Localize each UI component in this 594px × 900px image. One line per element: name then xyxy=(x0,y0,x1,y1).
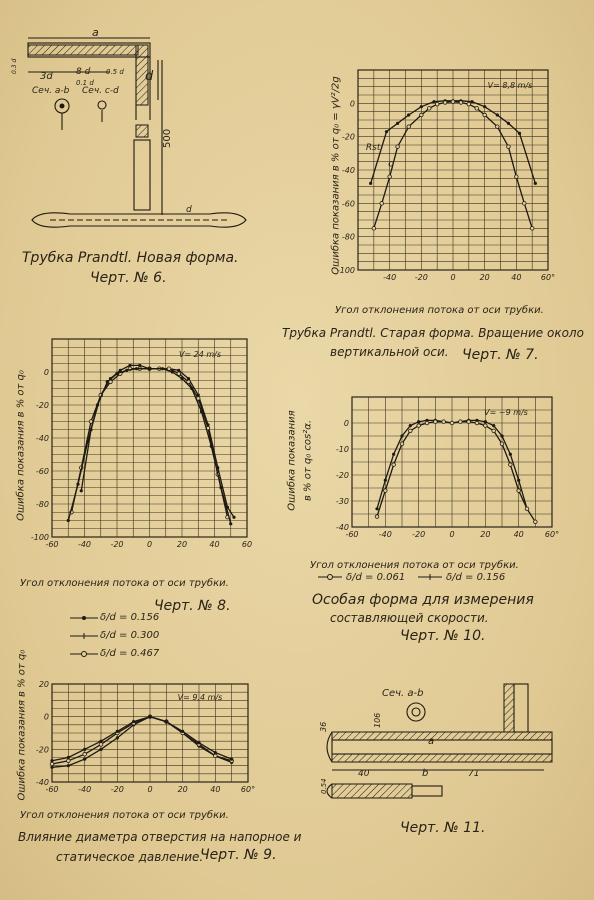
fig9-ytick-label: 0 xyxy=(43,712,49,722)
fig9-series-1-point xyxy=(83,752,87,756)
fig9-series-0-point xyxy=(99,748,102,751)
fig8-series-2-point xyxy=(115,372,118,375)
fig7-xtick-label: 20 xyxy=(479,273,490,282)
fig7-series-1-point xyxy=(372,227,376,231)
fig10-legend-2: δ/d = 0.156 xyxy=(446,572,506,583)
fig10-legend-1: δ/d = 0.061 xyxy=(346,572,406,583)
fig10-series-1-point xyxy=(475,421,479,425)
fig8-series-2-point xyxy=(106,380,109,383)
fig9-xtick-label: 60° xyxy=(240,785,256,794)
fig9-series-0-line xyxy=(52,717,232,768)
fig10-series-0-point xyxy=(400,434,403,437)
fig10-series-1-point xyxy=(509,463,513,467)
fig7-ytick-label: -60 xyxy=(341,199,355,209)
fig10-series-1-point xyxy=(492,429,496,433)
fig8-ytick-label: -80 xyxy=(35,500,49,509)
fig10-series-1-point xyxy=(425,421,429,425)
fig9-xlabel: Угол отклонения потока от оси трубки. xyxy=(20,810,229,821)
fig8-series-2-point xyxy=(210,445,213,448)
fig7-series-1-point xyxy=(483,113,487,117)
fig10-series-0-point xyxy=(509,453,512,456)
fig8-series-2-point xyxy=(67,519,70,522)
fig7-ytick-label: -40 xyxy=(341,166,355,175)
fig10-xtick-label: 0 xyxy=(449,530,455,539)
fig10-series-1-point xyxy=(392,463,396,467)
fig10-series-1-point xyxy=(450,421,454,425)
fig7-series-1-point xyxy=(420,113,424,117)
fig9-caption-number: Черт. № 9. xyxy=(200,847,277,863)
fig8-xtick-label: 40 xyxy=(209,540,220,549)
fig7-series-0-point xyxy=(420,105,423,108)
fig9-series-2-point xyxy=(181,730,184,733)
fig9-series-2-point xyxy=(132,720,135,723)
fig10-ytick-label: -30 xyxy=(335,497,349,506)
fig7-xtick-label: 40 xyxy=(511,273,522,282)
fig8-series-2-point xyxy=(125,369,128,372)
fig8-series-2-point xyxy=(161,367,164,370)
fig8-xtick-label: -20 xyxy=(110,540,124,549)
fig10-xlabel: Угол отклонения потока от оси трубки. xyxy=(310,560,519,571)
fig9-xtick-label: 20 xyxy=(177,785,188,794)
fig11-dim-40: 40 xyxy=(358,769,370,779)
fig8-xtick-label: 60 xyxy=(241,540,253,549)
fig10-series-1-point xyxy=(517,489,521,493)
fig10-series-0-point xyxy=(384,479,387,482)
fig10-series-1-point xyxy=(467,420,471,424)
fig9-ytick-label: -40 xyxy=(35,778,49,787)
fig7-xtick-label: -40 xyxy=(383,273,397,282)
fig6-dim-a: a xyxy=(92,26,99,39)
fig8-ytick-label: -40 xyxy=(35,434,49,443)
fig10-ylabel2: в % от q₀ cos²α. xyxy=(302,420,314,502)
fig10-ylabel1: Ошибка показания xyxy=(286,410,298,511)
fig7-xlabel: Угол отклонения потока от оси трубки. xyxy=(335,305,544,316)
fig6-dim-3d: 3d xyxy=(40,71,53,82)
fig11-b: b xyxy=(422,768,429,779)
fig10-ytick-label: 0 xyxy=(343,419,349,428)
fig9-series-2-point xyxy=(165,720,168,723)
fig9-series-0-point xyxy=(116,736,119,739)
fig7-series-0-point xyxy=(396,122,399,125)
fig10-series-0-point xyxy=(484,420,487,423)
fig10-caption-line1: Особая форма для измерения xyxy=(312,592,534,608)
fig8-velocity-label: V= 24 m/s xyxy=(178,350,222,359)
fig6-dim-03d: 0.3 d xyxy=(11,58,18,74)
fig11-caption-number: Черт. № 11. xyxy=(400,820,486,836)
fig8-xtick-label: 0 xyxy=(146,540,153,549)
fig8-series-2-point xyxy=(96,403,99,406)
fig9-series-0-point xyxy=(83,758,86,761)
fig6-dim-8d: 8 d xyxy=(76,67,91,77)
fig9-caption-line1: Влияние диаметра отверстия на напорное и xyxy=(18,830,302,844)
fig9-xtick-label: -40 xyxy=(78,785,92,794)
fig11-dim-106: 106 xyxy=(373,712,382,728)
fig8-xtick-label: -40 xyxy=(77,540,92,549)
fig8-xtick-label: -60 xyxy=(45,540,59,549)
fig8-legend-1: δ/d = 0.156 xyxy=(100,612,160,623)
fig8-xtick-label: 20 xyxy=(176,540,188,549)
fig7-caption-line1: Трубка Prandtl. Старая форма. Вращение около xyxy=(282,326,584,340)
fig8-series-2-point xyxy=(219,486,222,489)
fig7-xtick-label: -20 xyxy=(414,273,428,282)
fig7-series-0-point xyxy=(518,132,521,135)
fig9-series-2-point xyxy=(67,756,70,759)
fig7-series-0-point xyxy=(369,182,372,185)
fig8-ytick-label: -60 xyxy=(35,467,49,476)
fig8-caption-number: Черт. № 8. xyxy=(154,598,231,614)
fig9-series-2-point xyxy=(99,740,102,743)
fig6-drawing xyxy=(10,26,270,245)
fig7-chart xyxy=(338,62,558,294)
fig10-series-1-point xyxy=(384,489,388,493)
fig9-series-2-point xyxy=(197,741,200,744)
fig7-xtick-label: 60° xyxy=(540,273,556,282)
fig11-drawing xyxy=(318,682,558,817)
fig7-velocity-label: V= 8,8 m/s xyxy=(487,81,533,90)
fig7-caption-line2: вертикальной оси. xyxy=(330,345,449,359)
fig7-ylabel: Ошибка показания в % от q₀ = γV²/2g xyxy=(330,76,342,275)
fig6-sec-cd: Сеч. c-d xyxy=(82,86,119,96)
fig10-series-0-point xyxy=(517,479,520,482)
fig9-chart xyxy=(30,680,256,800)
fig8-legend-markers xyxy=(70,610,100,662)
fig11-dim-36: 36 xyxy=(319,721,328,732)
fig8-series-2-point xyxy=(135,367,138,370)
fig9-series-1-point xyxy=(214,754,218,758)
fig6-dim-01d: 0.1 d xyxy=(76,79,94,87)
fig9-series-2-point xyxy=(83,748,86,751)
fig10-series-0-point xyxy=(392,453,395,456)
fig10-ytick-label: -40 xyxy=(335,523,349,532)
fig9-caption-line2: статическое давление. xyxy=(56,850,204,864)
fig10-series-0-point xyxy=(409,424,412,427)
fig8-xlabel: Угол отклонения потока от оси трубки. xyxy=(20,578,229,589)
fig9-series-2-point xyxy=(116,730,119,733)
fig7-series-1-point xyxy=(467,102,471,106)
fig11-a: a xyxy=(428,736,435,747)
fig10-chart xyxy=(330,393,560,548)
fig7-series-1-point xyxy=(443,101,447,105)
fig7-series-1-point xyxy=(459,101,463,105)
fig8-series-2-point xyxy=(171,370,174,373)
fig9-series-0-point xyxy=(67,764,70,767)
fig7-series-0-point xyxy=(496,113,499,116)
fig10-series-1-point xyxy=(442,420,446,424)
fig10-series-1-point xyxy=(534,520,538,524)
fig10-xtick-label: 40 xyxy=(513,530,524,539)
fig8-ytick-label: -100 xyxy=(30,533,49,542)
fig8-series-2-point xyxy=(76,483,79,486)
fig10-series-1-point xyxy=(434,420,438,424)
fig7-series-1-point xyxy=(475,107,479,111)
fig8-series-2-point xyxy=(148,367,151,370)
fig6-dim-500: 500 xyxy=(162,128,173,148)
fig7-series-label-rst: Rst xyxy=(365,143,381,153)
fig9-series-2-line xyxy=(52,717,232,761)
fig7-series-0-point xyxy=(432,100,435,103)
fig10-series-0-point xyxy=(417,420,420,423)
fig10-ytick-label: -20 xyxy=(335,471,349,480)
fig8-series-0-point xyxy=(80,489,83,492)
fig10-velocity-label: V= ~9 m/s xyxy=(484,408,528,417)
fig7-series-1-point xyxy=(380,202,384,206)
fig7-ytick-label: 0 xyxy=(349,99,355,109)
fig10-xtick-label: -40 xyxy=(378,530,392,539)
fig7-series-label-q: q xyxy=(388,158,395,170)
fig11-sec-ab: Сеч. a-b xyxy=(382,688,424,699)
fig7-series-1-point xyxy=(427,107,431,111)
fig10-xtick-label: 20 xyxy=(480,530,491,539)
fig9-series-2-point xyxy=(214,751,217,754)
fig9-series-1-line xyxy=(52,717,232,764)
fig10-ytick-label: -10 xyxy=(335,445,349,454)
fig9-series-1-point xyxy=(67,759,71,763)
fig7-series-1-point xyxy=(530,227,534,231)
fig10-series-1-point xyxy=(500,442,504,446)
fig7-ytick-label: -80 xyxy=(341,232,355,242)
fig7-series-1-point xyxy=(396,145,400,149)
fig9-series-2-point xyxy=(148,715,151,718)
fig7-series-1-point xyxy=(507,145,511,149)
fig11-dim-71: 71 xyxy=(468,769,480,779)
fig10-series-0-point xyxy=(492,424,495,427)
fig8-legend-3: δ/d = 0.467 xyxy=(100,648,160,659)
fig6-dim-d-base: d xyxy=(186,205,192,215)
fig7-series-0-point xyxy=(507,122,510,125)
fig7-series-0-point xyxy=(470,100,473,103)
fig8-series-2-point xyxy=(190,387,193,390)
fig9-xtick-label: -60 xyxy=(45,785,59,794)
fig7-series-0-point xyxy=(407,113,410,116)
fig8-series-2-point xyxy=(200,410,203,413)
fig9-xtick-label: -20 xyxy=(110,785,124,794)
fig7-caption-number: Черт. № 7. xyxy=(462,347,539,363)
fig6-sec-ab: Сеч. a-b xyxy=(32,86,70,96)
fig8-series-2-point xyxy=(180,377,183,380)
fig8-legend-2: δ/d = 0.300 xyxy=(100,630,160,641)
fig10-series-0-point xyxy=(500,434,503,437)
fig10-caption-number: Черт. № 10. xyxy=(400,628,486,644)
fig10-xtick-label: -20 xyxy=(412,530,426,539)
fig7-ytick-label: -20 xyxy=(341,132,355,142)
fig10-series-1-point xyxy=(400,442,404,446)
fig7-series-1-point xyxy=(407,125,411,129)
fig8-series-2-point xyxy=(86,440,89,443)
fig7-series-1-point xyxy=(515,175,519,179)
fig8-series-2-point xyxy=(229,522,232,525)
fig10-series-1-point xyxy=(375,515,379,519)
fig6-caption-title: Трубка Prandtl. Новая форма. xyxy=(22,250,239,266)
fig11-dim-054: 0.54 xyxy=(320,778,328,794)
legend-marker xyxy=(82,616,86,620)
fig6-dim-05d: 0.5 d xyxy=(106,68,124,76)
fig7-series-0-point xyxy=(483,105,486,108)
fig8-series-0-point xyxy=(232,516,235,519)
fig7-ytick-label: -100 xyxy=(336,266,355,275)
fig10-caption-line2: составляющей скорости. xyxy=(330,611,489,625)
fig8-ytick-label: -20 xyxy=(35,401,49,410)
fig9-velocity-label: V= 9,4 m/s xyxy=(177,693,223,702)
fig7-series-1-point xyxy=(451,100,455,104)
fig7-series-1-point xyxy=(496,125,500,129)
fig9-ylabel: Ошибка показания в % от q₀ xyxy=(16,649,28,801)
fig8-ytick-label: 0 xyxy=(43,368,49,377)
fig7-series-1-point xyxy=(522,202,526,206)
fig8-ylabel: Ошибка показания в % от q₀ xyxy=(15,370,27,521)
fig10-series-1-point xyxy=(409,429,413,433)
fig9-series-2-point xyxy=(230,758,233,761)
fig10-series-1-point xyxy=(417,424,421,428)
fig9-ytick-label: 20 xyxy=(38,680,49,689)
fig7-series-0-point xyxy=(534,182,537,185)
fig9-xtick-label: 0 xyxy=(147,785,153,794)
fig9-series-1-point xyxy=(99,743,103,747)
fig8-chart xyxy=(30,333,255,561)
fig6-caption-number: Черт. № 6. xyxy=(90,270,167,286)
fig7-xtick-label: 0 xyxy=(450,273,456,282)
fig6-dim-d: d xyxy=(145,69,154,84)
fig9-xtick-label: 40 xyxy=(210,785,221,794)
fig9-series-1-point xyxy=(50,762,54,766)
fig7-series-1-point xyxy=(388,175,392,179)
fig10-series-1-point xyxy=(484,424,488,428)
fig10-series-1-point xyxy=(459,420,463,424)
fig10-xtick-label: 60° xyxy=(544,530,560,539)
fig10-xtick-label: -60 xyxy=(345,530,359,539)
fig9-series-2-point xyxy=(50,759,53,762)
fig9-ytick-label: -20 xyxy=(35,745,49,755)
fig7-series-0-point xyxy=(385,130,388,133)
fig10-series-0-point xyxy=(375,507,378,510)
fig7-series-1-point xyxy=(435,102,439,106)
fig10-series-1-point xyxy=(525,507,529,511)
